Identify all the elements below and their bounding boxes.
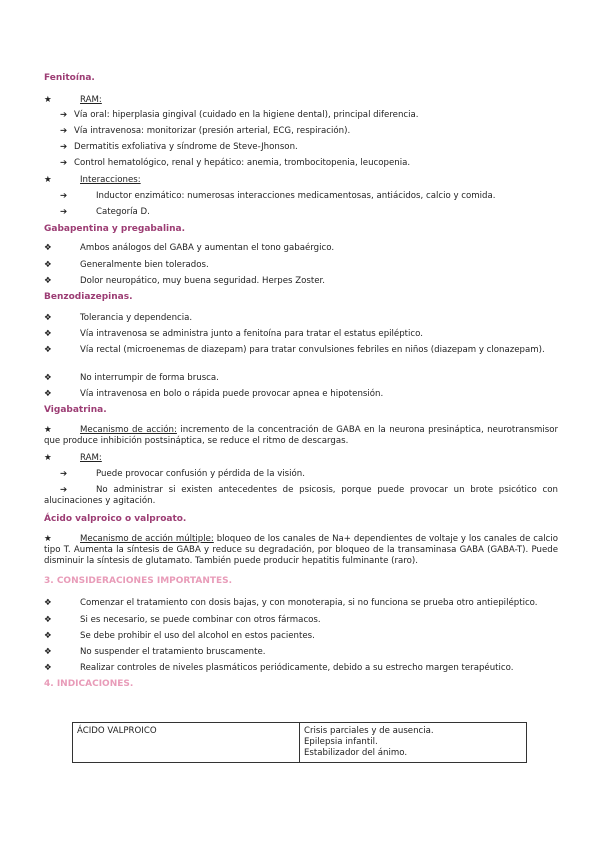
arrow-icon: ➔ [60, 485, 68, 495]
diamond-icon: ❖ [44, 389, 52, 399]
table-cell-uses: Crisis parciales y de ausencia. Epilepsia infantil. Estabilizador del ánimo. [300, 723, 527, 763]
star-icon: ★ [44, 534, 52, 544]
heading-vigabatrina: Vigabatrina. [44, 405, 107, 415]
mecanismo-label: Mecanismo de acción: [80, 425, 177, 435]
indicaciones-table [72, 722, 527, 763]
ram-label: RAM: [80, 95, 102, 105]
diamond-icon: ❖ [44, 243, 52, 253]
heading-gabapentina: Gabapentina y pregabalina. [44, 224, 186, 234]
heading-benzodiazepinas: Benzodiazepinas. [44, 292, 133, 302]
diamond-icon: ❖ [44, 345, 52, 355]
mecanismo-label: Mecanismo de acción múltiple: [80, 534, 214, 544]
interacciones-label: Interacciones: [80, 175, 141, 185]
arrow-icon: ➔ [60, 126, 68, 136]
diamond-icon: ❖ [44, 373, 52, 383]
heading-valproico: Ácido valproico o valproato. [44, 514, 187, 524]
star-icon: ★ [44, 95, 52, 105]
diamond-icon: ❖ [44, 647, 52, 657]
heading-consideraciones: 3. CONSIDERACIONES IMPORTANTES. [44, 576, 233, 586]
arrow-icon: ➔ [60, 207, 68, 217]
diamond-icon: ❖ [44, 615, 52, 625]
diamond-icon: ❖ [44, 631, 52, 641]
diamond-icon: ❖ [44, 260, 52, 270]
arrow-icon: ➔ [60, 191, 68, 201]
diamond-icon: ❖ [44, 313, 52, 323]
diamond-icon: ❖ [44, 329, 52, 339]
heading-indicaciones: 4. INDICACIONES. [44, 679, 134, 689]
diamond-icon: ❖ [44, 663, 52, 673]
arrow-icon: ➔ [60, 469, 68, 479]
star-icon: ★ [44, 453, 52, 463]
diamond-icon: ❖ [44, 598, 52, 608]
heading-fenitoina: Fenitoína. [44, 73, 95, 83]
diamond-icon: ❖ [44, 276, 52, 286]
star-icon: ★ [44, 175, 52, 185]
arrow-icon: ➔ [60, 142, 68, 152]
arrow-icon: ➔ [60, 158, 68, 168]
arrow-icon: ➔ [60, 110, 68, 120]
table-row [73, 723, 527, 763]
ram-label: RAM: [80, 453, 102, 463]
table-cell-drug: ÁCIDO VALPROICO [73, 723, 300, 763]
document-page: Fenitoína. ★ RAM: ➔ Vía oral: hiperplasia gingival (cuidado en la higiene dental), principal diferencia. ➔ Vía intravenosa: monitorizar (presión arterial, ECG, respiración). ➔ Dermatitis exfoliativa y síndrome de Steve-Jhonson. ➔ Control hematológico, renal y hepático: anemia, trombocitopenia, leucopenia. ★ Interacciones: ➔ Inductor enzimático: numerosas interacciones medicamentosas, antiácidos, calcio y comida. ➔ Categoría D. Gabapentina y pregabalina. ❖ Ambos análogos del GABA y aumentan el tono gabaérgico. ❖ Generalmente bien tolerados. ❖ Dolor neuropático, muy buena seguridad. Herpes Zoster. Benzodiazepinas. ❖ Tolerancia y dependencia. ❖ Vía intravenosa se administra junto a fenitoína para tratar el estatus epiléptico. ❖ Vía rectal (microenemas de diazepam) para tratar convulsiones febriles en niños (diazepam y clonazepam). ❖ No interrumpir de forma brusca. ❖ Vía intravenosa en bolo o rápida puede provocar apnea e hipotensión. Vigabatrina. ★ Mecanismo de acción: incremento de la concentración de GABA en la neurona presináptica, neurotransmisor que produce inhibición postsináptica, se reduce el ritmo de descargas. ★ RAM: ➔ Puede provocar confusión y pérdida de la visión. ➔ No administrar si existen antecedentes de psicosis, porque puede provocar un brote psicótico con alucinaciones y agitación. Ácido valproico o valproato. ★ Mecanismo de acción múltiple: bloqueo de los canales de Na+ dependientes de voltaje y los canales de calcio tipo T. Aumenta la síntesis de GABA y reduce su degradación, por bloqueo de la transaminasa GABA (GABA-T). Puede disminuir la síntesis de glutamato. También puede producir hepatitis fulminante (raro). 3. CONSIDERACIONES IMPORTANTES. ❖ Comenzar el tratamiento con dosis bajas, y con monoterapia, si no funciona se prueba otro antiepiléptico. ❖ Si es necesario, se puede combinar con otros fármacos. ❖ Se debe prohibir el uso del alcohol en estos pacientes. ❖ No suspender el tratamiento bruscamente. ❖ Realizar controles de niveles plasmáticos periódicamente, debido a su estrecho margen terapéutico. 4. INDICACIONES. ÁCIDO VALPROICO Crisis parciales y de ausencia. Epilepsia infantil. Estabilizador del ánimo. [0, 0, 600, 848]
star-icon: ★ [44, 425, 52, 435]
